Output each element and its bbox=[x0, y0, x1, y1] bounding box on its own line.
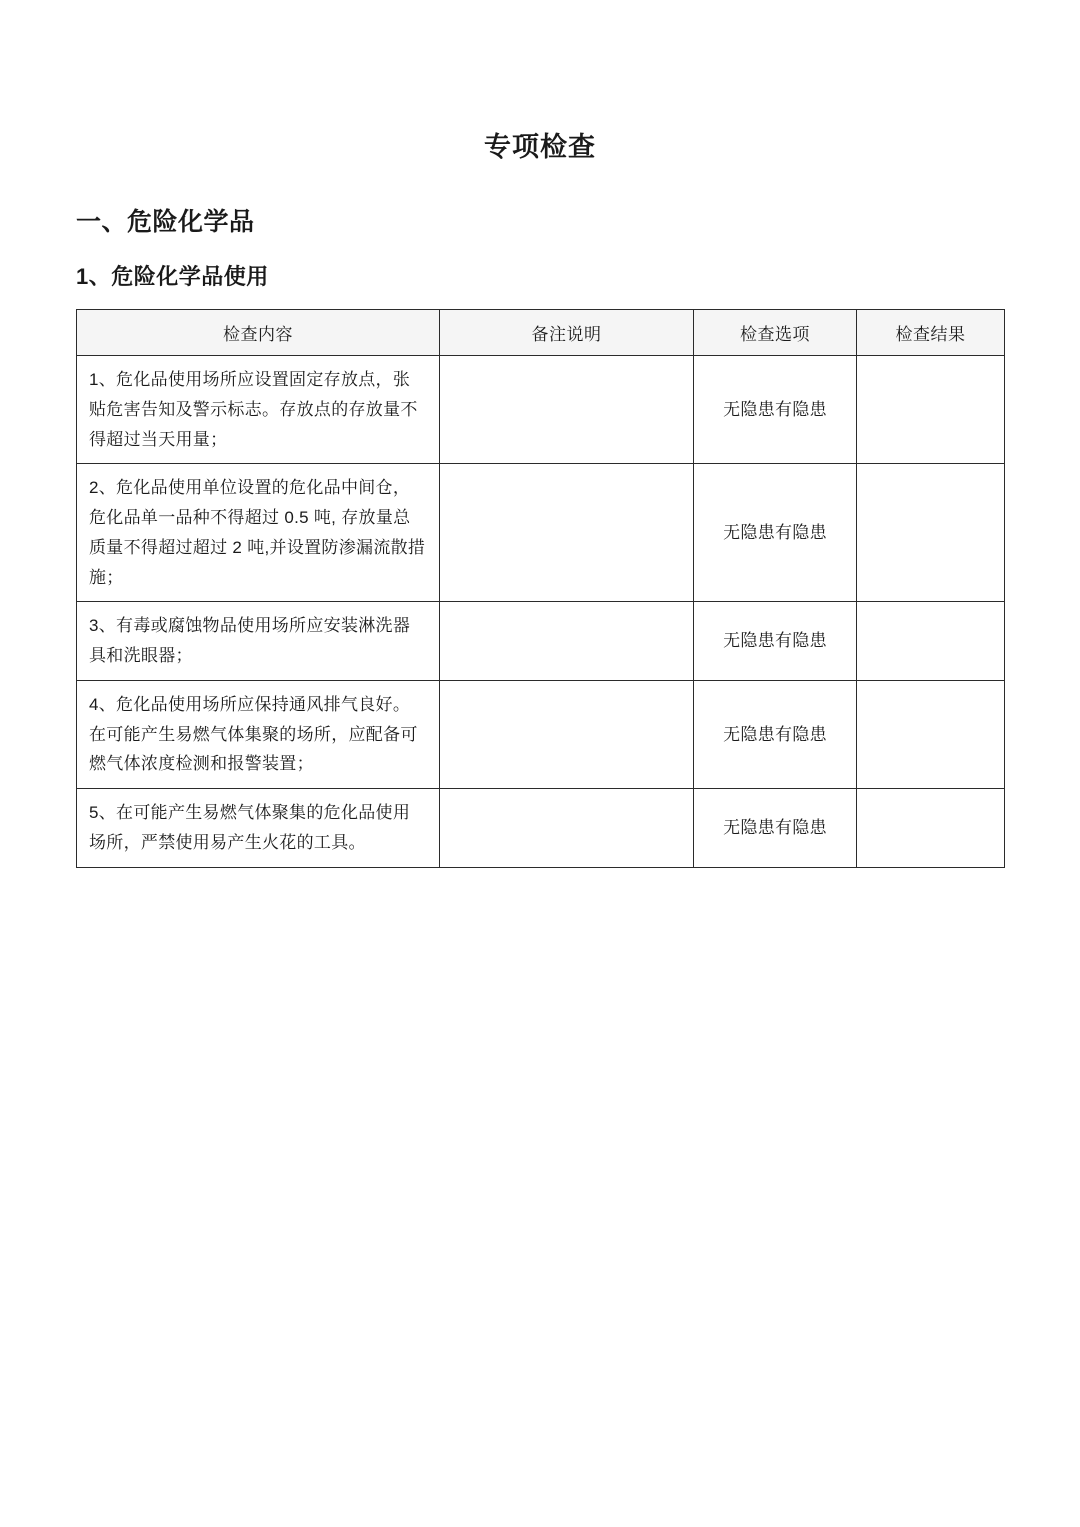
cell-content: 5、在可能产生易燃气体聚集的危化品使用场所，严禁使用易产生火花的工具。 bbox=[77, 789, 440, 868]
inspection-table bbox=[76, 309, 1005, 868]
table-row bbox=[77, 356, 1005, 464]
cell-option[interactable]: 无隐患有隐患 bbox=[694, 602, 857, 681]
cell-note[interactable] bbox=[440, 789, 694, 868]
cell-result[interactable] bbox=[857, 789, 1005, 868]
table-row bbox=[77, 602, 1005, 681]
cell-note[interactable] bbox=[440, 356, 694, 464]
column-header-option: 检查选项 bbox=[694, 310, 857, 356]
cell-note[interactable] bbox=[440, 464, 694, 602]
inspection-table-container bbox=[0, 291, 1080, 868]
cell-content: 4、危化品使用场所应保持通风排气良好。在可能产生易燃气体集聚的场所，应配备可燃气体浓度检测和报警装置； bbox=[77, 680, 440, 788]
subsection-heading: 1、危险化学品使用 bbox=[76, 264, 269, 289]
cell-option[interactable]: 无隐患有隐患 bbox=[694, 789, 857, 868]
table-row bbox=[77, 680, 1005, 788]
cell-option[interactable]: 无隐患有隐患 bbox=[694, 356, 857, 464]
cell-content: 1、危化品使用场所应设置固定存放点，张贴危害告知及警示标志。存放点的存放量不得超过当天用量； bbox=[77, 356, 440, 464]
cell-note[interactable] bbox=[440, 680, 694, 788]
cell-content: 2、危化品使用单位设置的危化品中间仓，危化品单一品种不得超过 0.5 吨, 存放量总质量不得超过超过 2 吨,并设置防渗漏流散措施； bbox=[77, 464, 440, 602]
table-row bbox=[77, 464, 1005, 602]
cell-result[interactable] bbox=[857, 356, 1005, 464]
column-header-result: 检查结果 bbox=[857, 310, 1005, 356]
section-heading: 一、危险化学品 bbox=[76, 208, 255, 236]
cell-option[interactable]: 无隐患有隐患 bbox=[694, 464, 857, 602]
cell-result[interactable] bbox=[857, 464, 1005, 602]
cell-content: 3、有毒或腐蚀物品使用场所应安装淋洗器具和洗眼器； bbox=[77, 602, 440, 681]
cell-option[interactable]: 无隐患有隐患 bbox=[694, 680, 857, 788]
column-header-note: 备注说明 bbox=[440, 310, 694, 356]
cell-result[interactable] bbox=[857, 602, 1005, 681]
page-title: 专项检查 bbox=[484, 132, 596, 162]
cell-note[interactable] bbox=[440, 602, 694, 681]
table-header-row bbox=[77, 310, 1005, 356]
cell-result[interactable] bbox=[857, 680, 1005, 788]
column-header-content: 检查内容 bbox=[77, 310, 440, 356]
table-row bbox=[77, 789, 1005, 868]
